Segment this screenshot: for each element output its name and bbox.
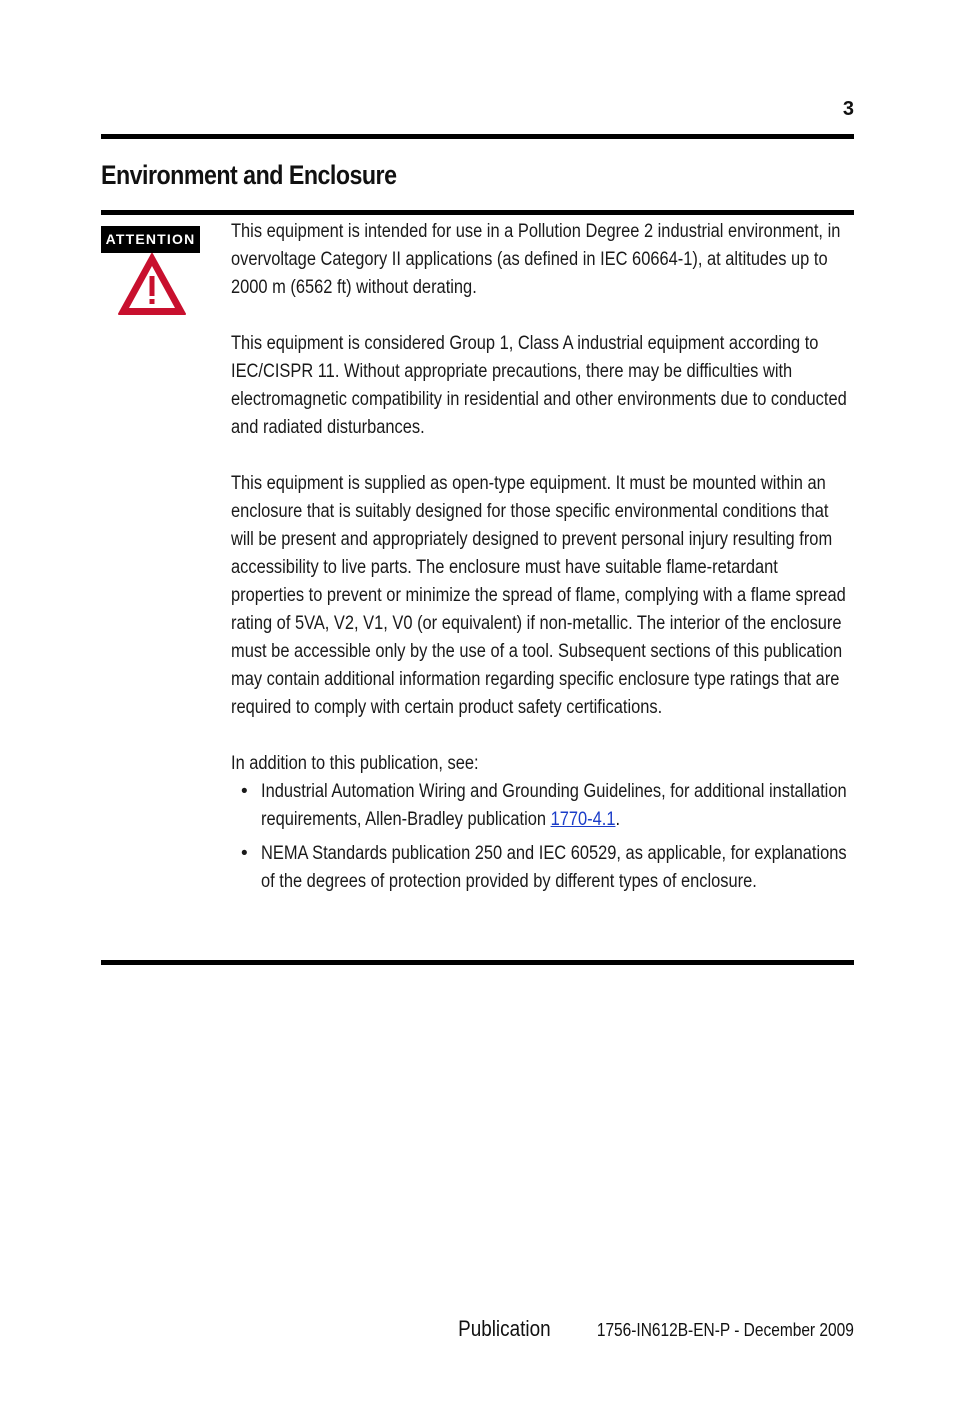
bullet-suffix: .: [615, 809, 621, 830]
see-also-paragraph: In addition to this publication, see:: [231, 753, 479, 774]
footer: [430, 1316, 854, 1342]
bullet-symbol: •: [241, 843, 248, 864]
publication-link[interactable]: 1770-4.1: [550, 809, 616, 830]
wiring-guidelines-text: Industrial Automation Wiring and Grounding Guidelines, for additional installation requirements, Allen-Bradley publication: [261, 781, 847, 830]
bullet-symbol: •: [241, 781, 248, 802]
list-item: [231, 840, 853, 896]
footer-publication: 1756-IN612B-EN-P - December 2009: [597, 1320, 854, 1340]
header-rule: [101, 134, 854, 139]
warning-triangle-icon: [117, 252, 187, 316]
section-title: Environment and Enclosure: [101, 160, 397, 190]
bullet-text: [261, 778, 854, 834]
emc-paragraph: This equipment is considered Group 1, Class A industrial equipment according to IEC/CISPR 11. Without appropriate precautions, there may be difficulties with electromagnetic compatibility in residential and other environments due to conducted and radiated disturbances.: [231, 333, 847, 438]
attention-box-bottom-rule: [101, 960, 854, 965]
see-also-list: [231, 778, 853, 896]
footer-label: Publication: [458, 1316, 551, 1341]
enclosure-paragraph: This equipment is supplied as open-type equipment. It must be mounted within an enclosure that is suitably designed for those specific environmental conditions that will be present and appropriately designed to prevent personal injury resulting from accessibility to live parts. The enclosure must have suitable flame-retardant properties to prevent or minimize the spread of flame, complying with a flame spread rating of 5VA, V2, V1, V0 (or equivalent) if non-metallic. The interior of the enclosure must be accessible only by the use of a tool. Subsequent sections of this publication may contain additional information regarding specific enclosure type ratings that are required to comply with certain product safety certifications.: [231, 473, 846, 718]
environment-paragraph: This equipment is intended for use in a Pollution Degree 2 industrial environment, in overvoltage Category II applications (as defined in IEC 60664-1), at altitudes up to 2000 m (6562 ft) without derating.: [231, 221, 841, 298]
list-item: [231, 778, 853, 834]
page-number: 3: [842, 98, 854, 120]
attention-label: ATTENTION: [101, 226, 200, 253]
nema-standards-text: NEMA Standards publication 250 and IEC 60529, as applicable, for explanations of the degrees of protection provided by different types of enclosure.: [261, 843, 847, 892]
attention-box-top-rule: [101, 210, 854, 215]
attention-content: [231, 218, 853, 902]
